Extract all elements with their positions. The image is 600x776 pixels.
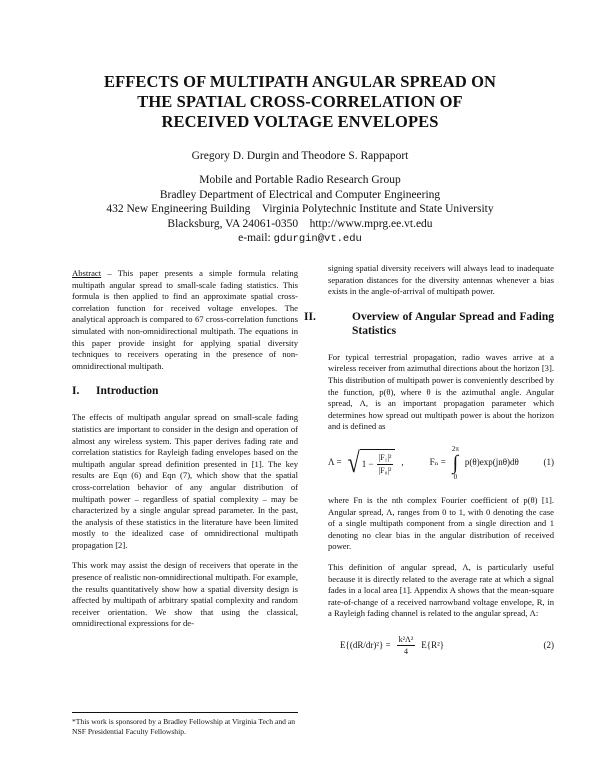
section-1-paragraph-2: This work may assist the design of receivers that operate in the presence of realistic non-omnidirectional multipath. For example, the results quantitatively show how a spatial diversity design is affected by multipath of arbitrary spatial complexity and random receiver orientation. We show that using the classical, omnidirectional expressions for de- bbox=[72, 560, 298, 629]
integral-sign-icon: ∫ bbox=[452, 451, 459, 474]
section-2-paragraph-3: This definition of angular spread, Λ, is particularly useful because it is directly related to the average rate at which a signal fades in a local area [1]. Appendix A shows that the mean-square rate-of-change of a received narrowband voltage envelope, R, in a Rayleigh fading channel is related to the angular spread, Λ: bbox=[328, 561, 554, 619]
equation-1-body bbox=[328, 445, 519, 481]
eq1-lhs: Λ = bbox=[328, 457, 342, 468]
affiliation-line-1: Mobile and Portable Radio Research Group bbox=[199, 174, 401, 186]
eq1-radicand bbox=[360, 449, 396, 476]
eq2-rhs: E{R²} bbox=[421, 640, 445, 651]
equation-2-body bbox=[328, 634, 444, 658]
equation-2-label: (2) bbox=[543, 640, 554, 651]
right-column bbox=[304, 263, 554, 672]
footnote: *This work is sponsored by a Bradley Fellowship at Virginia Tech and an NSF Presidential Faculty Fellowship. bbox=[72, 712, 298, 737]
section-1-heading bbox=[72, 384, 298, 398]
eq1-sqrt-one: 1 − bbox=[361, 458, 374, 469]
eq1-integral bbox=[452, 445, 459, 481]
eq1-int-upper: 2π bbox=[451, 444, 459, 453]
email-label: e-mail: bbox=[238, 232, 271, 244]
section-2-paragraph-2: where Fn is the nth complex Fourier coefficient of p(θ) [1]. Angular spread, Λ, ranges from 0 to 1, with 0 denoting the case of a single multipath component from a single direction and 1 denoting no clear bias in the angular distribution of received power. bbox=[328, 494, 554, 552]
eq2-fraction bbox=[397, 634, 416, 658]
eq2-frac-numerator: k²Λ² bbox=[397, 634, 416, 647]
section-1-title: Introduction bbox=[96, 385, 159, 398]
abstract-label: Abstract bbox=[72, 268, 102, 278]
eq1-sqrt bbox=[347, 446, 396, 479]
abstract bbox=[72, 268, 298, 372]
equation-1 bbox=[328, 445, 554, 481]
affiliation-line-3: 432 New Engineering Building Virginia Polytechnic Institute and State University bbox=[106, 203, 494, 215]
email-address[interactable]: gdurgin@vt.edu bbox=[273, 233, 362, 245]
sqrt-radical-icon: √ bbox=[347, 446, 360, 479]
section-2-number: II. bbox=[304, 310, 316, 323]
left-column bbox=[72, 268, 298, 639]
continued-paragraph: signing spatial diversity receivers will always lead to inadequate separation distances for the diversity antennas whenever a bias exists in the angle-of-arrival of multipath power. bbox=[328, 263, 554, 297]
section-1-number: I. bbox=[72, 385, 80, 398]
title-line-2: THE SPATIAL CROSS-CORRELATION OF bbox=[137, 92, 463, 111]
abstract-text: – This paper presents a simple formula relating multipath angular spread to small-scale fading statistics. This formula is then applied to find an approximate spatial cross-correlation function for received voltage envelopes. The analytical approach is compared to 67 cross-correlation functions simulated with non-omnidirectional multipath. The equations in this paper provide insight for applying spatial diversity techniques to receivers operating in the presence of non-omnidirectional multipath. bbox=[72, 268, 298, 371]
eq1-fn-lhs: Fₙ = bbox=[429, 457, 446, 468]
section-1-paragraph-1: The effects of multipath angular spread on small-scale fading statistics are important to consider in the design and operation of almost any wireless system. This paper derives fading rate and correlation statistics for Rayleigh fading envelopes based on the multipath angular spread definition presented in [1]. The key results are Eqn (6) and Eqn (7), which show that the spatial cross-correlation behavior of any angular distribution of multipath power – regardless of spatial complexity – may be characterized by a single angular spread parameter. In the past, the analysis of these statistics in the literature have been limited mostly to the idealized case of omnidirectional multipath propagation [2]. bbox=[72, 412, 298, 550]
affiliation bbox=[40, 173, 560, 247]
section-2-title: Overview of Angular Spread and Fading Statistics bbox=[352, 310, 554, 337]
affiliation-line-4: Blacksburg, VA 24061-0350 http://www.mprg.ee.vt.edu bbox=[167, 217, 433, 230]
section-2-heading bbox=[304, 310, 554, 338]
authors: Gregory D. Durgin and Theodore S. Rappaport bbox=[191, 150, 409, 162]
eq2-frac-denominator: 4 bbox=[403, 647, 408, 657]
equation-2 bbox=[328, 634, 554, 658]
eq1-integrand: p(θ)exp(jnθ)dθ bbox=[464, 457, 519, 468]
eq1-fraction bbox=[377, 452, 394, 476]
eq1-int-lower: 0 bbox=[453, 472, 458, 481]
title-line-3: RECEIVED VOLTAGE ENVELOPES bbox=[161, 112, 439, 131]
equation-1-label: (1) bbox=[543, 457, 554, 468]
eq1-separator: , bbox=[401, 457, 404, 468]
email-line bbox=[40, 231, 560, 247]
eq2-lhs: E{(dR/dr)²} = bbox=[340, 640, 391, 651]
eq1-frac-denominator: |F₀|² bbox=[378, 465, 392, 475]
section-2-paragraph-1: For typical terrestrial propagation, radio waves arrive at a wireless receiver from azimuthal directions about the horizon [3]. This distribution of multipath power is conveniently described by the function, p(θ), where θ is the azimuthal angle. Angular spread, Λ, is an important propagation parameter which determines how spread out multipath power is about the horizon and is defined as bbox=[328, 351, 554, 432]
paper-title bbox=[40, 72, 560, 132]
eq1-frac-numerator: |F₁|² bbox=[377, 452, 394, 465]
affiliation-line-2: Bradley Department of Electrical and Computer Engineering bbox=[159, 188, 441, 201]
title-line-1: EFFECTS OF MULTIPATH ANGULAR SPREAD ON bbox=[103, 72, 497, 91]
